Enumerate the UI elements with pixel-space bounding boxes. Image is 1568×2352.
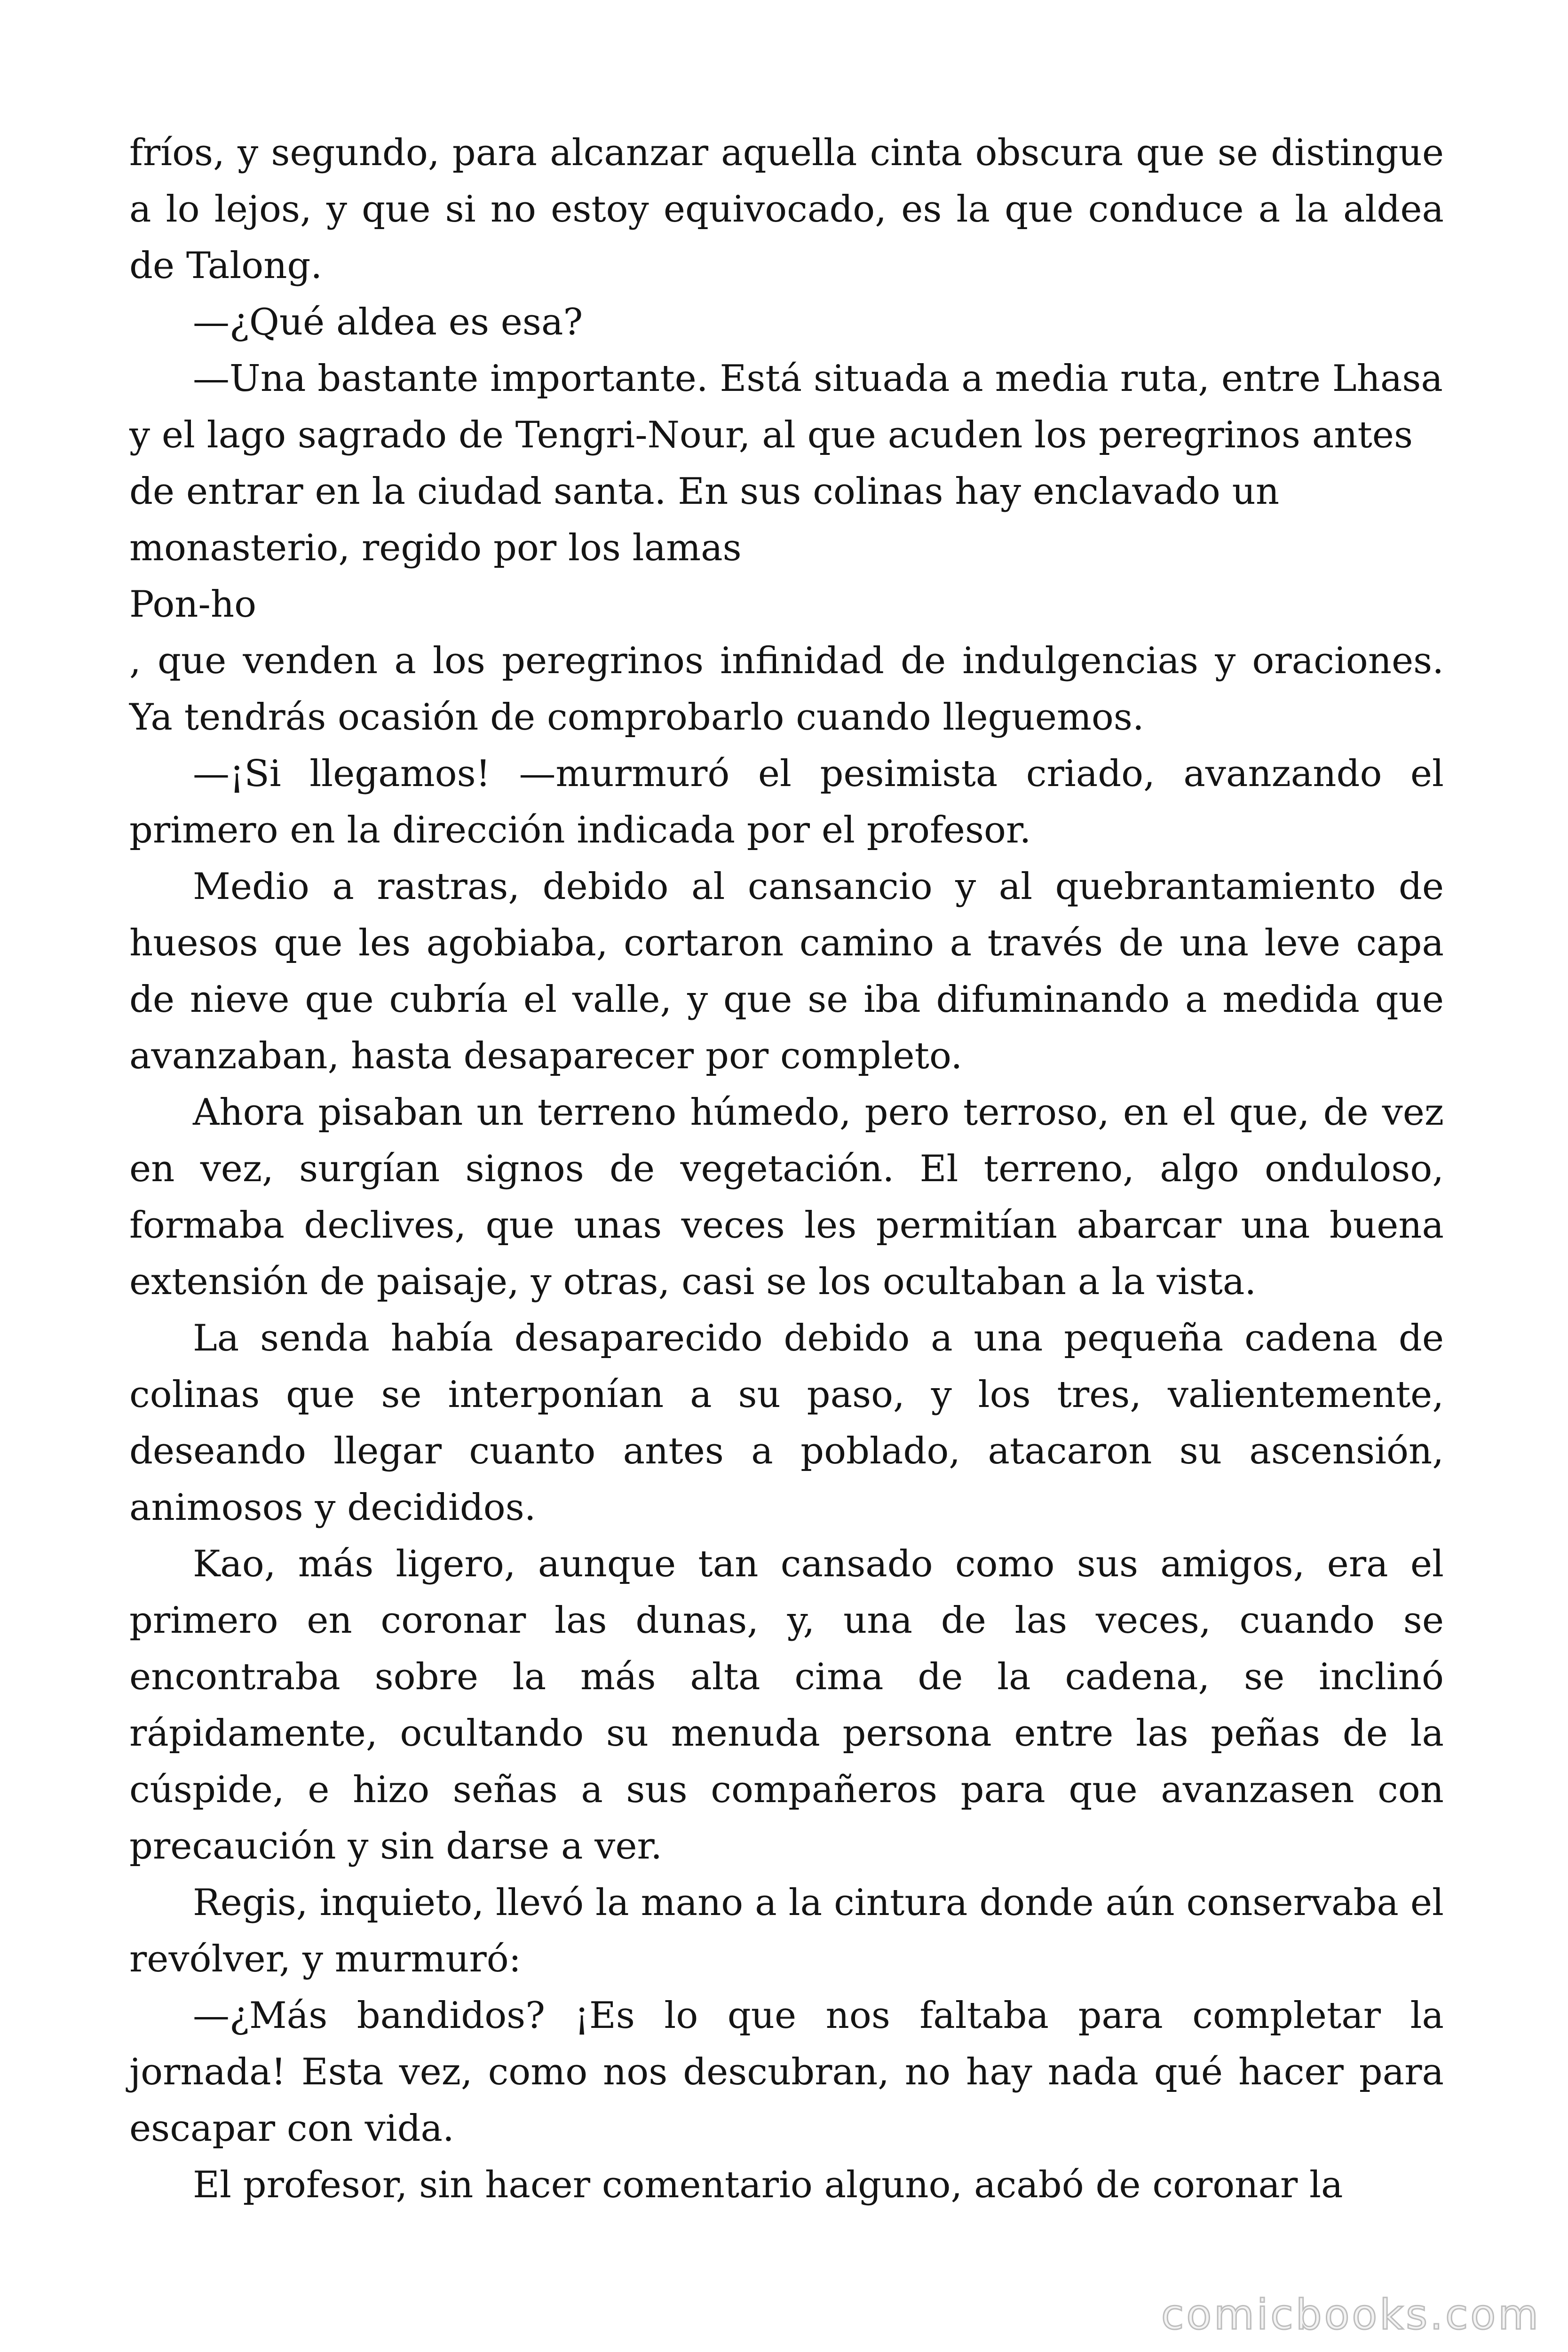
paragraph-3: —Una bastante importante. Está situada a media ruta, entre Lhasa y el lago sagrado de Tengri-Nour, al que acuden los peregrinos antes de entrar en la ciudad santa. En sus colinas hay enclavado un monasterio, regido por los lamas: [129, 358, 1443, 569]
page-text: [129, 125, 1444, 2213]
paragraph-1: fríos, y segundo, para alcanzar aquella cinta obscura que se distingue a lo lejos, y que si no estoy equivocado, es la que conduce a la aldea de Talong.: [129, 132, 1444, 287]
paragraph-12: —¿Más bandidos? ¡Es lo que nos faltaba para completar la jornada! Esta vez, como nos descubran, no hay nada qué hacer para escapar con vida.: [129, 1994, 1444, 2150]
paragraph-6: —¡Si llegamos! —murmuró el pesimista criado, avanzando el primero en la dirección indicada por el profesor.: [129, 753, 1444, 851]
paragraph-9: La senda había desaparecido debido a una pequeña cadena de colinas que se interponían a su paso, y los tres, valientemente, deseando llegar cuanto antes a poblado, atacaron su ascensión, animosos y decididos.: [129, 1317, 1444, 1529]
paragraph-4: Pon-ho: [129, 583, 257, 626]
paragraph-5: , que venden a los peregrinos infinidad de indulgencias y oraciones. Ya tendrás ocasión de comprobarlo cuando lleguemos.: [129, 640, 1444, 739]
paragraph-7: Medio a rastras, debido al cansancio y al quebrantamiento de huesos que les agobiaba, cortaron camino a través de una leve capa de nieve que cubría el valle, y que se iba difuminando a medida que avanzaban, hasta desaparecer por completo.: [129, 866, 1444, 1077]
watermark: comicbooks.com: [1161, 2290, 1541, 2339]
paragraph-10: Kao, más ligero, aunque tan cansado como sus amigos, era el primero en coronar las dunas, y, una de las veces, cuando se encontraba sobre la más alta cima de la cadena, se inclinó rápidamente, ocultando su menuda persona entre las peñas de la cúspide, e hizo señas a sus compañeros para que avanzasen con precaución y sin darse a ver.: [129, 1543, 1444, 1867]
paragraph-8: Ahora pisaban un terreno húmedo, pero terroso, en el que, de vez en vez, surgían signos de vegetación. El terreno, algo onduloso, formaba declives, que unas veces les permitían abarcar una buena extensión de paisaje, y otras, casi se los ocultaban a la vista.: [129, 1091, 1444, 1303]
paragraph-2: —¿Qué aldea es esa?: [193, 301, 583, 343]
paragraph-13: El profesor, sin hacer comentario alguno, acabó de coronar la: [193, 2164, 1343, 2206]
paragraph-11: Regis, inquieto, llevó la mano a la cintura donde aún conservaba el revólver, y murmuró:: [129, 1882, 1444, 1980]
